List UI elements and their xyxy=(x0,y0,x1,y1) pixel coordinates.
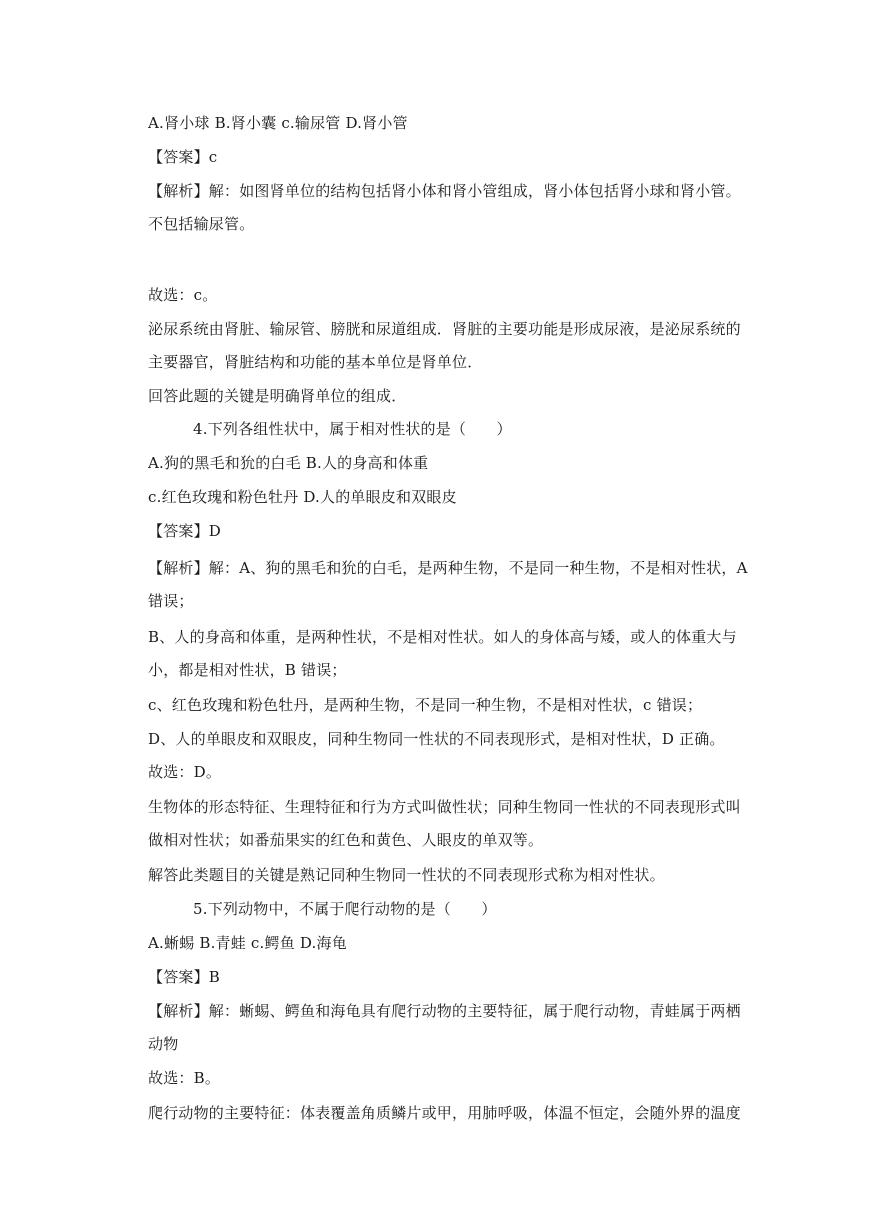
q5-analysis-line2: 动物 xyxy=(148,1035,179,1053)
q3-answer: 【答案】c xyxy=(148,148,218,166)
q5-explain-line1: 爬行动物的主要特征：体表覆盖角质鳞片或甲，用肺呼吸，体温不恒定，会随外界的温度 xyxy=(148,1104,741,1122)
q4-options-line2: c.红色玫瑰和粉色牡丹 D.人的单眼皮和双眼皮 xyxy=(148,488,457,506)
q4-key-point: 解答此类题目的关键是熟记同种生物同一性状的不同表现形式称为相对性状。 xyxy=(148,866,665,884)
q4-analysis-b-line2: 小，都是相对性状，B 错误； xyxy=(148,661,347,679)
q3-options: A.肾小球 B.肾小囊 c.输尿管 D.肾小管 xyxy=(148,114,408,132)
q4-answer: 【答案】D xyxy=(148,522,222,540)
q3-explain-line1: 泌尿系统由肾脏、输尿管、膀胱和尿道组成．肾脏的主要功能是形成尿液，是泌尿系统的 xyxy=(148,320,741,338)
q5-answer: 【答案】B xyxy=(148,968,221,986)
q4-analysis-line2: 错误； xyxy=(148,592,194,610)
q4-analysis-line1: 【解析】解：A、狗的黑毛和狁的白毛，是两种生物，不是同一种生物，不是相对性状，A xyxy=(148,559,748,577)
q4-explain-line2: 做相对性状；如番茄果实的红色和黄色、人眼皮的单双等。 xyxy=(148,831,544,849)
q4-choice: 故选：D。 xyxy=(148,763,222,781)
q4-analysis-c: c、红色玫瑰和粉色牡丹，是两种生物，不是同一种生物，不是相对性状，c 错误； xyxy=(148,696,703,714)
q3-choice: 故选：c。 xyxy=(148,286,218,304)
q3-explain-line2: 主要器官，肾脏结构和功能的基本单位是肾单位． xyxy=(148,353,483,371)
q3-key-point: 回答此题的关键是明确肾单位的组成． xyxy=(148,387,407,405)
q3-analysis-line2: 不包括输尿管。 xyxy=(148,215,255,233)
q4-explain-line1: 生物体的形态特征、生理特征和行为方式叫做性状；同种生物同一性状的不同表现形式叫 xyxy=(148,798,741,816)
q4-options-line1: A.狗的黑毛和狁的白毛 B.人的身高和体重 xyxy=(148,454,429,472)
q5-choice: 故选：B。 xyxy=(148,1069,221,1087)
q5-options: A.蜥蜴 B.青蛙 c.鳄鱼 D.海龟 xyxy=(148,934,347,952)
q4-analysis-b-line1: B、人的身高和体重，是两种性状，不是相对性状。如人的身体高与矮，或人的体重大与 xyxy=(148,628,737,646)
q5-analysis-line1: 【解析】解：蜥蜴、鳄鱼和海龟具有爬行动物的主要特征，属于爬行动物，青蛙属于两栖 xyxy=(148,1002,741,1020)
q3-analysis-line1: 【解析】解：如图肾单位的结构包括肾小体和肾小管组成，肾小体包括肾小球和肾小管。 xyxy=(148,182,741,200)
q5-question: 5.下列动物中，不属于爬行动物的是（ ） xyxy=(193,900,497,918)
q4-question: 4.下列各组性状中，属于相对性状的是（ ） xyxy=(193,420,512,438)
q4-analysis-d: D、人的单眼皮和双眼皮，同种生物同一性状的不同表现形式，是相对性状，D 正确。 xyxy=(148,730,725,748)
